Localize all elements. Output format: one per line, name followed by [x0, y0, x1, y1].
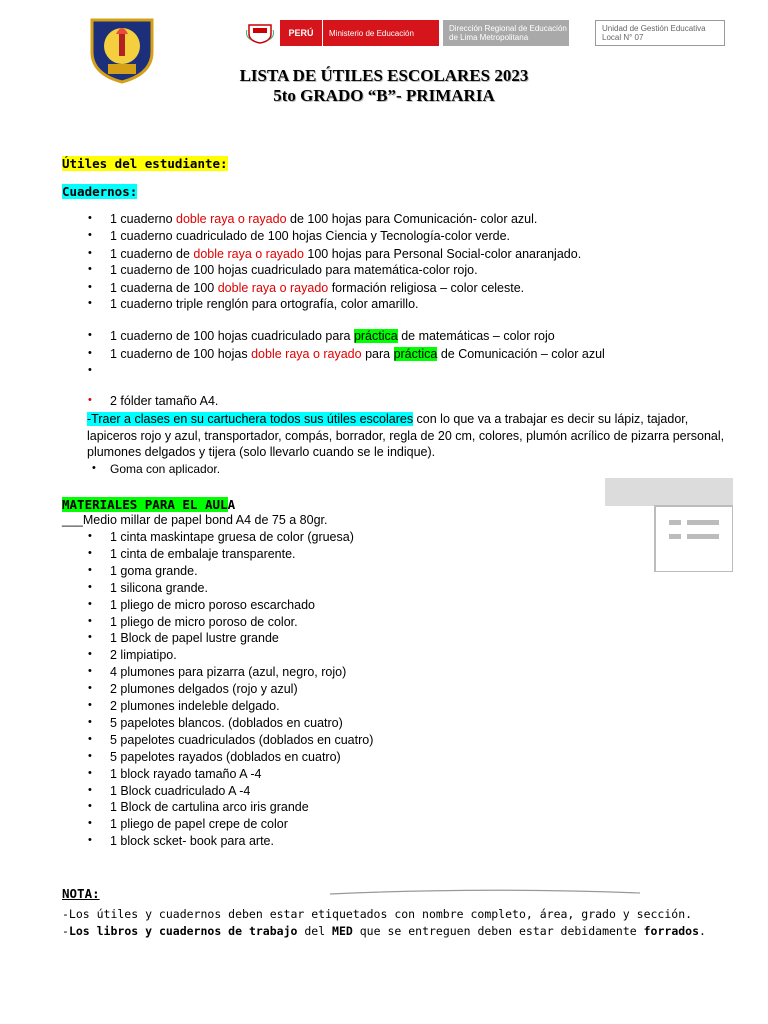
- list-item: 1 pliego de micro poroso de color.: [110, 614, 298, 629]
- bullet-icon: •: [88, 682, 92, 695]
- list-item: 1 Block cuadriculado A -4: [110, 783, 251, 798]
- list-item-folder: 2 fólder tamaño A4.: [110, 394, 219, 408]
- government-banner: [240, 20, 588, 46]
- document-title: LISTA DE ÚTILES ESCOLARES 2023: [239, 66, 529, 85]
- bullet-icon: •: [88, 783, 92, 796]
- bullet-icon: •: [88, 347, 92, 359]
- list-item: 1 block rayado tamaño A -4: [110, 766, 262, 781]
- bullet-icon: •: [88, 530, 92, 542]
- bullet-icon: •: [88, 715, 92, 728]
- list-item: 2 plumones delgados (rojo y azul): [110, 682, 298, 697]
- bullet-icon: •: [88, 614, 92, 627]
- list-item: 1 pliego de micro poroso escarchado: [110, 597, 315, 612]
- bullet-icon: •: [88, 800, 92, 813]
- list-item: 1 cinta maskintape gruesa de color (gruesa): [110, 530, 354, 544]
- bullet-icon: •: [88, 394, 92, 406]
- list-item: 1 cuaderna de 100 doble raya o rayado formación religiosa – color celeste.: [110, 281, 525, 295]
- dre-label: Dirección Regional de Educación de Lima Metropolitana: [443, 20, 569, 46]
- list-item-goma: Goma con aplicador.: [110, 462, 221, 476]
- list-item: 4 plumones para pizarra (azul, negro, rojo): [110, 665, 347, 680]
- nota-line-1: -Los útiles y cuadernos deben estar etiquetados con nombre completo, área, grado y sección.: [62, 907, 693, 921]
- coat-of-arms-icon: [240, 20, 280, 46]
- list-item: 1 block scket- book para arte.: [110, 834, 274, 849]
- bullet-icon: •: [88, 631, 92, 644]
- list-item: 1 cuaderno doble raya o rayado de 100 hojas para Comunicación- color azul.: [110, 212, 538, 226]
- bullet-icon: •: [88, 364, 92, 376]
- list-item: 1 Block de papel lustre grande: [110, 631, 279, 646]
- list-item: 1 silicona grande.: [110, 580, 208, 595]
- bullet-icon: •: [88, 563, 92, 576]
- list-item: 1 cuaderno de 100 hojas doble raya o rayado para práctica de Comunicación – color azul: [110, 347, 605, 361]
- bullet-icon: •: [92, 462, 96, 474]
- list-item: 5 papelotes blancos. (doblados en cuatro): [110, 715, 343, 730]
- bullet-icon: •: [88, 597, 92, 610]
- section-heading-utiles: Útiles del estudiante:: [62, 156, 228, 171]
- section-heading-materiales: MATERIALES PARA EL AULA: [62, 497, 236, 512]
- decorative-stroke: [330, 884, 640, 892]
- list-item: 1 pliego de papel crepe de color: [110, 817, 288, 832]
- nota-heading: NOTA:: [62, 886, 100, 901]
- bullet-icon: •: [88, 834, 92, 847]
- list-item: 1 goma grande.: [110, 563, 198, 578]
- list-item: 1 cuaderno cuadriculado de 100 hojas Ciencia y Tecnología-color verde.: [110, 229, 511, 243]
- section-heading-cuadernos: Cuadernos:: [62, 184, 138, 199]
- bullet-icon: •: [88, 665, 92, 678]
- bullet-icon: •: [88, 297, 92, 309]
- bullet-icon: •: [88, 766, 92, 779]
- traer-paragraph: -Traer a clases en su cartuchera todos sus útiles escolares con lo que va a trabajar es decir su lápiz, tajador, lapiceros rojo y azul, transportador, compás, borrador, regla de 20 cm, colores, plumón acrílico de pizarra personal, plumones delgados y tijera (solo llevarlo cuando se le indique).: [87, 412, 725, 459]
- bullet-icon: •: [88, 281, 92, 293]
- materiales-intro: ___Medio millar de papel bond A4 de 75 a 80gr.: [62, 513, 328, 527]
- bullet-icon: •: [88, 699, 92, 711]
- ugel-label: Unidad de Gestión Educativa Local N° 07: [595, 20, 725, 46]
- bullet-icon: •: [88, 648, 92, 661]
- list-item: 2 limpiatipo.: [110, 648, 177, 663]
- bullet-icon: •: [88, 580, 92, 593]
- list-item: 2 plumones indeleble delgado.: [110, 699, 280, 713]
- peru-label: PERÚ: [280, 20, 322, 46]
- bullet-icon: •: [88, 329, 92, 341]
- list-item: 1 cinta de embalaje transparente.: [110, 546, 296, 561]
- list-item: 1 cuaderno de doble raya o rayado 100 hojas para Personal Social-color anaranjado.: [110, 247, 582, 261]
- nota-line-2: -Los libros y cuadernos de trabajo del MED que se entreguen deben estar debidamente forrados.: [62, 924, 706, 938]
- list-item: 1 Block de cartulina arco iris grande: [110, 800, 309, 815]
- document-subtitle: 5to GRADO “B”- PRIMARIA: [273, 86, 495, 105]
- bullet-icon: •: [88, 263, 92, 275]
- list-item: 5 papelotes cuadriculados (doblados en cuatro): [110, 732, 374, 747]
- list-item: 5 papelotes rayados (doblados en cuatro): [110, 749, 341, 764]
- bullet-icon: •: [88, 212, 92, 224]
- list-item: 1 cuaderno triple renglón para ortografía, color amarillo.: [110, 297, 419, 311]
- bullet-icon: •: [88, 229, 92, 241]
- document-placeholder-icon: [605, 478, 733, 572]
- list-item: 1 cuaderno de 100 hojas cuadriculado para matemática-color rojo.: [110, 263, 478, 277]
- bullet-icon: •: [88, 546, 92, 559]
- bullet-icon: •: [88, 732, 92, 745]
- bullet-icon: •: [88, 817, 92, 830]
- bullet-icon: •: [88, 247, 92, 259]
- bullet-icon: •: [88, 749, 92, 762]
- list-item: 1 cuaderno de 100 hojas cuadriculado para práctica de matemáticas – color rojo: [110, 329, 555, 343]
- ministerio-label: Ministerio de Educación: [322, 20, 439, 46]
